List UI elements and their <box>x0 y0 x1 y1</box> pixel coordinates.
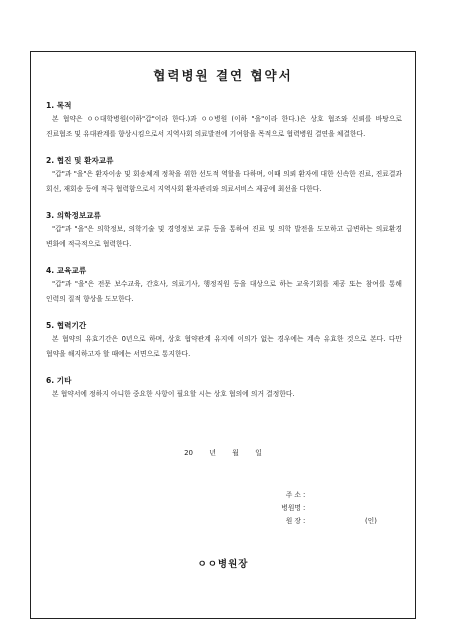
document-title: 협력병원 결연 협약서 <box>153 68 293 83</box>
closing-signatory: ㅇㅇ병원장 <box>197 559 249 570</box>
section-heading: 5. 협력기간 <box>46 321 87 330</box>
agreement-document <box>30 51 416 619</box>
seal-mark: (인) <box>365 517 377 525</box>
section-body: 본 협약서에 정하지 아니한 중요한 사항이 필요할 시는 상호 협의에 의거 결정한다. <box>52 390 295 398</box>
section-patient-exchange <box>46 155 402 196</box>
hospital-row <box>259 502 377 515</box>
director-row <box>259 515 377 528</box>
section-body: 본 협약은 ㅇㅇ대학병원(이하"갑"이라 한다.)과 ㅇㅇ병원 (이하 "을"이라 한다.)은 상호 협조와 신뢰를 바탕으로 진료협조 및 유대관계를 향상시킴으로서 지역사회 의료발전에 기여함을 목적으로 협력병원 결연을 체결한다. <box>46 115 402 138</box>
section-heading: 4. 교육교류 <box>46 266 87 275</box>
section-education <box>46 265 402 306</box>
section-medical-info <box>46 210 402 251</box>
section-heading: 6. 기타 <box>46 376 72 385</box>
signature-block <box>259 489 377 528</box>
colon: : <box>303 504 306 512</box>
section-heading: 1. 목적 <box>46 101 72 110</box>
section-body: "갑"과 "을"은 전문 보수교육, 간호사, 의료기사, 행정직원 등을 대상으로 하는 교육기회를 제공 또는 참여를 통해 인력의 질적 향상을 도모한다. <box>46 280 402 303</box>
section-purpose <box>46 100 402 141</box>
address-row <box>259 489 377 502</box>
section-other <box>46 375 402 402</box>
section-body: 본 협약의 유효기간은 0년으로 하며, 상호 협약관계 유지에 이의가 없는 경우에는 계속 유효한 것으로 본다. 다만 협약을 해지하고자 할 때에는 서면으로 통지한다. <box>46 335 402 358</box>
address-label: 주 소 <box>285 491 301 499</box>
section-period <box>46 320 402 361</box>
colon: : <box>303 491 306 499</box>
section-body: "갑"과 "을"은 환자이송 및 회송체계 정착을 위한 선도적 역할을 다하며, 이때 의뢰 환자에 대한 신속한 진료, 진료결과 회신, 재회송 등에 적극 협력함으로서 지역사회 환자관리와 의료서비스 제공에 최선을 다한다. <box>46 170 402 193</box>
director-label: 원 장 <box>285 517 301 525</box>
section-heading: 2. 협진 및 환자교류 <box>46 156 114 165</box>
hospital-label: 병원명 <box>281 504 301 512</box>
date-line: 20 년 월 일 <box>184 449 262 457</box>
section-heading: 3. 의학정보교류 <box>46 211 101 220</box>
sections-list <box>46 100 402 416</box>
section-body: "갑"과 "을"은 의학정보, 의학기술 및 경영정보 교류 등을 통하여 진료 및 의학 발전을 도모하고 급변하는 의료환경 변화에 적극적으로 협력한다. <box>46 225 402 248</box>
colon: : <box>303 517 306 525</box>
